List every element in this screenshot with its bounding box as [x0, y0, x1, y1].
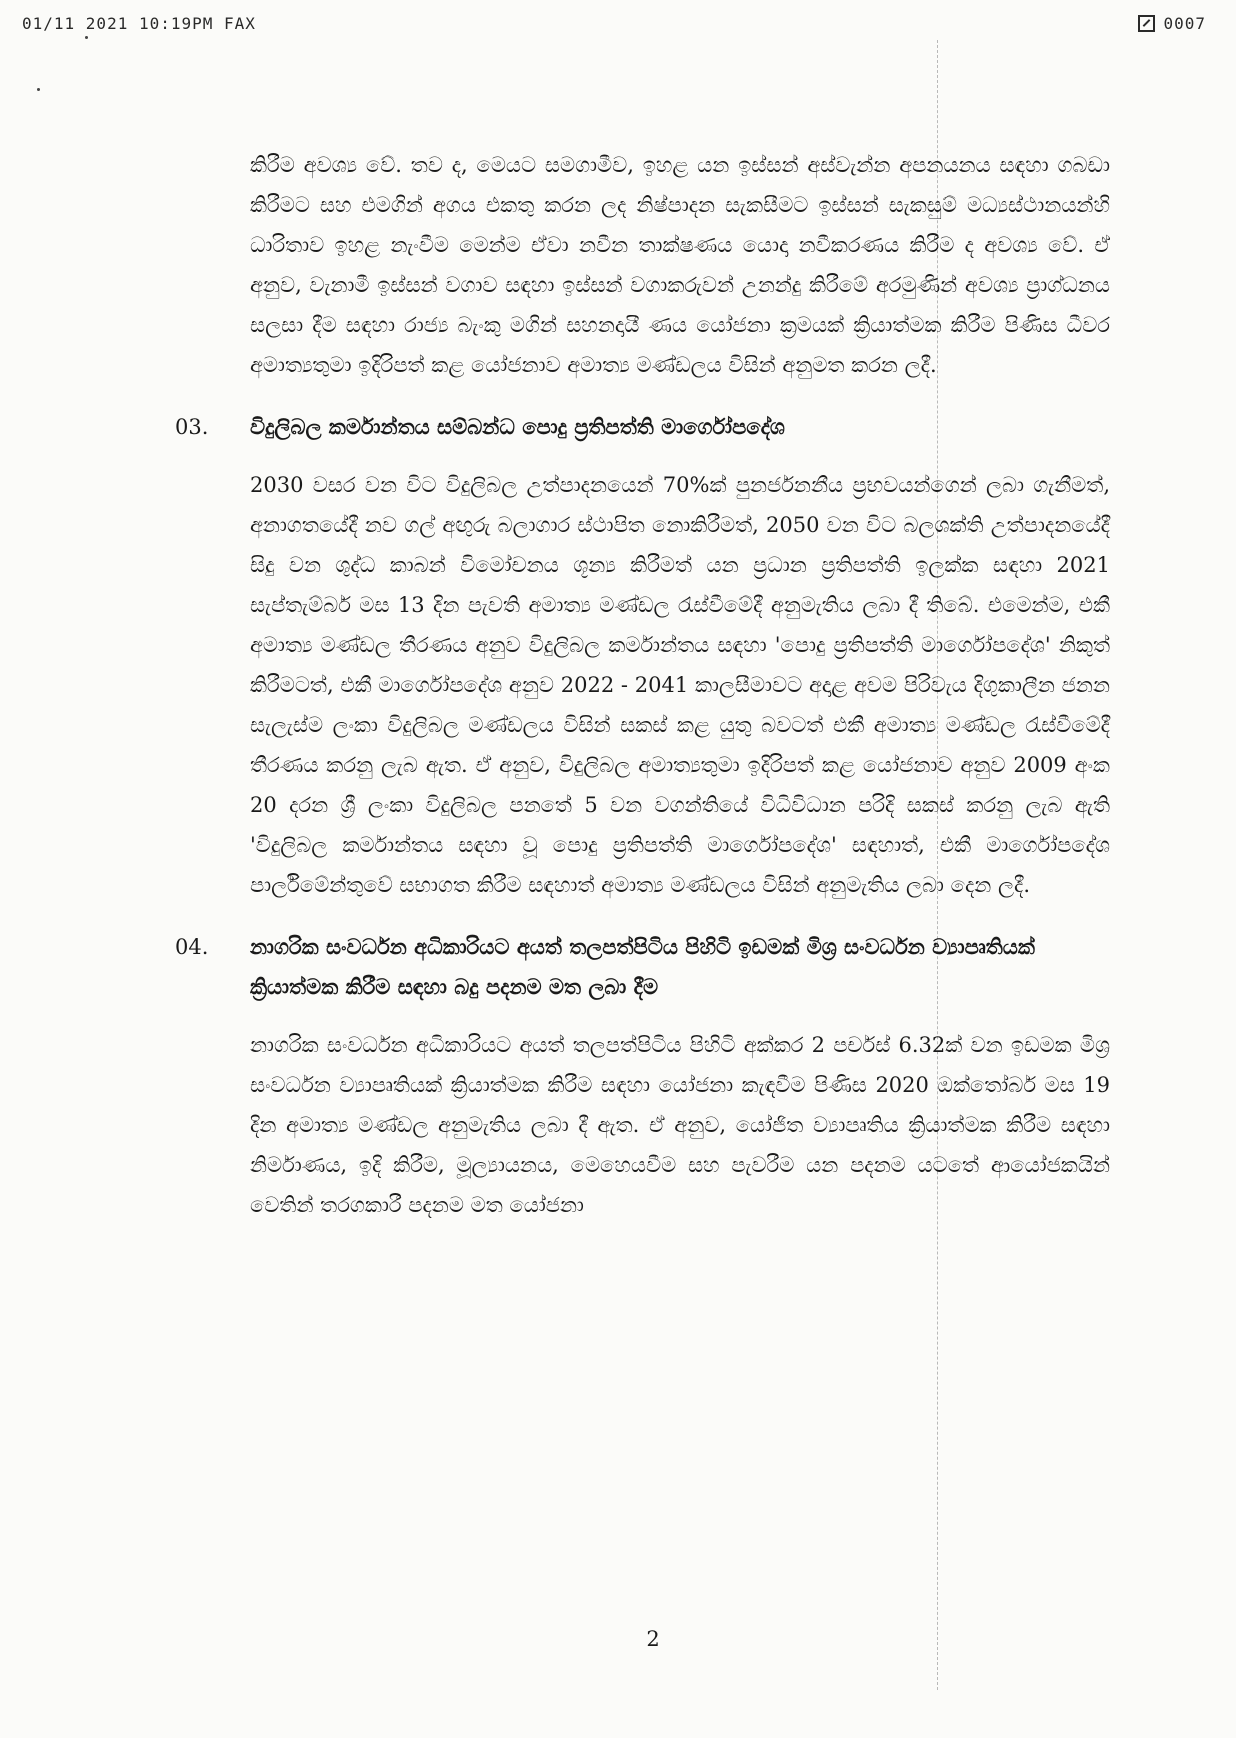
fax-page-code-text: 0007 [1163, 14, 1206, 33]
scan-speck [85, 36, 88, 39]
section-04 [175, 927, 1110, 1225]
section-title: විදුලිබල කර්මාන්තය සම්බන්ධ පොදු ප්‍රතිපත්ති මාර්ගෝපදේශ [250, 414, 785, 439]
section-03 [175, 407, 1110, 905]
document-body [175, 145, 1110, 1225]
section-number: 04. [175, 935, 209, 959]
scan-speck [37, 88, 40, 91]
fax-timestamp: 01/11 2021 10:19PM FAX [22, 14, 256, 33]
fax-checkbox-icon [1138, 15, 1155, 32]
section-title: නාගරික සංවර්ධන අධිකාරියට අයත් තලපත්පිටිය පිහිටි ඉඩමක් මිශ්‍ර සංවර්ධන ව්‍යාපෘතියක් ක්‍රියාත්මක කිරීම සඳහා බදු පදනම මත ලබා දීම [250, 934, 1035, 999]
page-number: 2 [646, 1627, 660, 1651]
section-body: 2030 වසර වන විට විදුලිබල උත්පාදනයෙන් 70%ක් පුනර්ජනනීය ප්‍රභවයන්ගෙන් ලබා ගැනීමත්, අනාගතයේදී නව ගල් අඟුරු බලාගාර ස්ථාපිත නොකිරීමත්, 2050 වන විට බලශක්ති උත්පාදනයේදී සිදු වන ශුද්ධ කාබන් විමෝචනය ශූන්‍ය කිරීමත් යන ප්‍රධාන ප්‍රතිපත්ති ඉලක්ක සඳහා 2021 සැප්තැම්බර් මස 13 දින පැවති අමාත්‍ය මණ්ඩල රැස්වීමේදී අනුමැතිය ලබා දී තිබේ. එමෙන්ම, එකී අමාත්‍ය මණ්ඩල තීරණය අනුව විදුලිබල කර්මාන්තය සඳහා 'පොදු ප්‍රතිපත්ති මාර්ගෝපදේශ' නිකුත් කිරීමටත්, එකී මාර්ගෝපදේශ අනුව 2022 - 2041 කාලසීමාවට අදාළ අවම පිරිවැය දිගුකාලීන ජනන සැලැස්ම ලංකා විදුලිබල මණ්ඩලය විසින් සකස් කළ යුතු බවටත් එකී අමාත්‍ය මණ්ඩල රැස්වීමේදී තීරණය කරනු ලැබ ඇත. ඒ අනුව, විදුලිබල අමාත්‍යතුමා ඉදිරිපත් කළ යෝජනාව අනුව 2009 අංක 20 දරන ශ්‍රී ලංකා විදුලිබල පනතේ 5 වන වගන්තියේ විධිවිධාන පරිදි සකස් කරනු ලැබ ඇති 'විදුලිබල කර්මාන්තය සඳහා වූ පොදු ප්‍රතිපත්ති මාර්ගෝපදේශ' සඳහාත්, එකී මාර්ගෝපදේශ පාර්ලිමේන්තුවේ සභාගත කිරීම සඳහාත් අමාත්‍ය මණ්ඩලය විසින් අනුමැතිය ලබා දෙන ලදී. [250, 473, 1110, 897]
intro-paragraph: කිරීම අවශ්‍ය වේ. තව ද, මෙයට සමගාමීව, ඉහළ යන ඉස්සන් අස්වැන්න අපනයනය සඳහා ගබඩා කිරීමට සහ එමගින් අගය එකතු කරන ලද නිෂ්පාදන සැකසීමට ඉස්සන් සැකසුම් මධ්‍යස්ථානයන්හි ධාරිතාව ඉහළ නැංවීම මෙන්ම ඒවා නවීන තාක්ෂණය යොදා නවීකරණය කිරීම ද අවශ්‍ය වේ. ඒ අනුව, වැනාමී ඉස්සන් වගාව සඳහා ඉස්සන් වගාකරුවන් උනන්දු කිරීමේ අරමුණින් අවශ්‍ය ප්‍රාග්ධනය සලසා දීම සඳහා රාජ්‍ය බැංකු මගින් සහනදායී ණය යෝජනා ක්‍රමයක් ක්‍රියාත්මක කිරීම පිණිස ධීවර අමාත්‍යතුමා ඉදිරිපත් කළ යෝජනාව අමාත්‍ය මණ්ඩලය විසින් අනුමත කරන ලදී. [250, 153, 1110, 377]
fax-page-code [1138, 14, 1206, 33]
section-number: 03. [175, 415, 209, 439]
section-body: නාගරික සංවර්ධන අධිකාරියට අයත් තලපත්පිටිය පිහිටි අක්කර 2 පර්චස් 6.32ක් වන ඉඩමක මිශ්‍ර සංවර්ධන ව්‍යාපෘතියක් ක්‍රියාත්මක කිරීම සඳහා යෝජනා කැඳවීම පිණිස 2020 ඔක්තෝබර් මස 19 දින අමාත්‍ය මණ්ඩල අනුමැතිය ලබා දී ඇත. ඒ අනුව, යෝජිත ව්‍යාපෘතිය ක්‍රියාත්මක කිරීම සඳහා නිර්මාණය, ඉදි කිරීම, මූල්‍යායනය, මෙහෙයවීම සහ පැවරීම යන පදනම යටතේ ආයෝජකයින් වෙතින් තරගකාරී පදනම මත යෝජනා [250, 1033, 1110, 1217]
fax-header [22, 14, 1206, 38]
